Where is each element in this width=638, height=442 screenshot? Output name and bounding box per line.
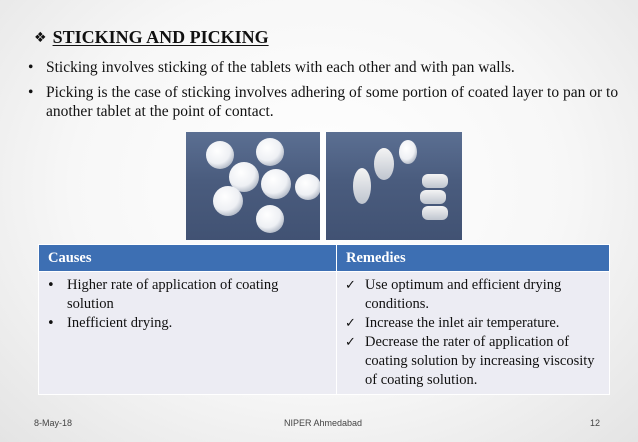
tablets-photo-icon	[186, 132, 462, 240]
footer-page-number: 12	[590, 418, 601, 428]
bullet-item: • Picking is the case of sticking involves adhering of some portion of coated layer to pan or to another tablet at the point of contact.	[28, 84, 619, 120]
causes-remedies-table	[38, 244, 610, 395]
remedy-item: ✓ Use optimum and efficient drying conditions.	[345, 277, 562, 312]
bullet-item: • Sticking involves sticking of the tablets with each other and with pan walls.	[28, 59, 515, 76]
footer-center: NIPER Ahmedabad	[284, 418, 363, 428]
tablets-photo	[186, 132, 462, 240]
slide-title	[34, 27, 269, 48]
slide-footer	[34, 418, 604, 432]
bullet-list	[28, 58, 628, 127]
checkmark-icon: ✓	[345, 316, 356, 331]
footer-date: 8-May-18	[34, 418, 73, 428]
cause-item: • Inefficient drying.	[47, 315, 173, 331]
causes-cell	[39, 272, 337, 395]
remedy-item: ✓ Increase the inlet air temperature.	[345, 315, 560, 331]
checkmark-icon: ✓	[345, 335, 356, 350]
slide-title-text: STICKING AND PICKING	[52, 27, 269, 47]
checkmark-icon: ✓	[345, 278, 356, 293]
table-row	[39, 272, 610, 395]
table-header-causes: Causes	[39, 245, 337, 272]
table-header-remedies: Remedies	[337, 245, 610, 272]
cause-item: • Higher rate of application of coating solution	[47, 277, 279, 312]
remedy-item: ✓ Decrease the rater of application of coating solution by increasing viscosity of coating solution.	[345, 334, 595, 388]
remedies-cell	[337, 272, 610, 395]
diamond-bullet-icon: ❖	[34, 29, 47, 46]
